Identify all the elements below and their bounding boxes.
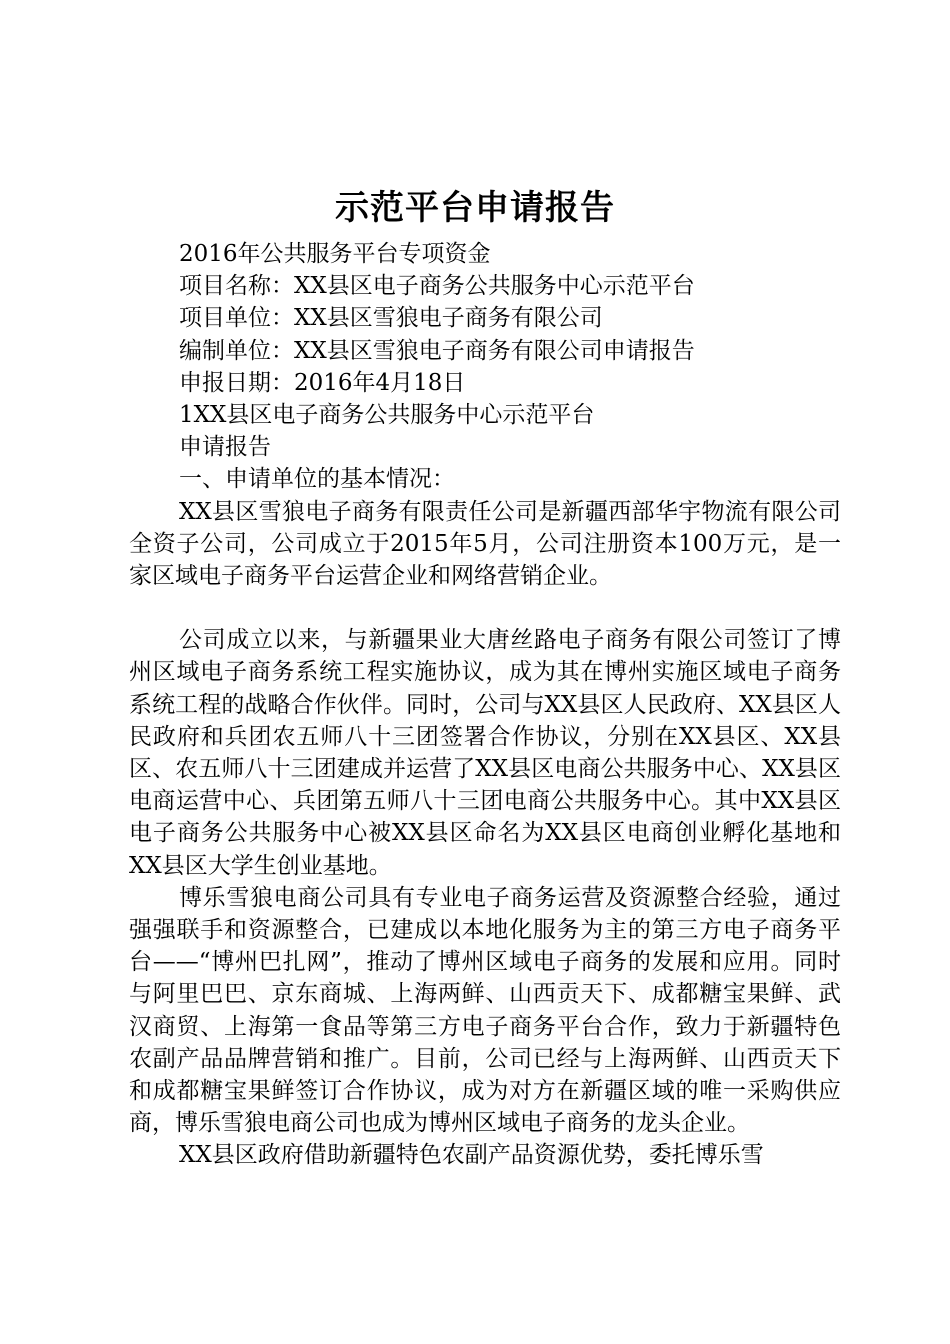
compiling-unit-line: 编制单位：XX县区雪狼电子商务有限公司申请报告 bbox=[179, 337, 695, 364]
paragraph-platform: 博乐雪狼电商公司具有专业电子商务运营及资源整合经验，通过强强联手和资源整合，已建成以本地化服务为主的第三方电子商务平台——“博州巴扎网”，推动了博州区域电子商务的发展和应用。同时与阿里巴巴、京东商城、上海两鲜、山西贡天下、成都糖宝果鲜、武汉商贸、上海第一食品等第三方电子商务平台合作，致力于新疆特色农副产品品牌营销和推广。目前，公司已经与上海两鲜、山西贡天下和成都糖宝果鲜签订合作协议，成为对方在新疆区域的唯一采购供应商，博乐雪狼电商公司也成为博州区域电子商务的龙头企业。 bbox=[129, 884, 841, 1137]
platform-name-line: 1XX县区电子商务公共服务中心示范平台 bbox=[179, 402, 595, 429]
funding-line: 2016年公共服务平台专项资金 bbox=[179, 241, 491, 267]
report-label-line: 申请报告 bbox=[179, 434, 271, 461]
paragraph-government: XX县区政府借助新疆特色农副产品资源优势，委托博乐雪 bbox=[179, 1142, 764, 1169]
paragraph-company-overview: XX县区雪狼电子商务有限责任公司是新疆西部华宇物流有限公司全资子公司，公司成立于2015年5月，公司注册资本100万元，是一家区域电子商务平台运营企业和网络营销企业。 bbox=[129, 498, 841, 590]
document-title: 示范平台申请报告 bbox=[335, 188, 615, 228]
report-date-line: 申报日期：2016年4月18日 bbox=[179, 369, 466, 396]
project-unit-line: 项目单位：XX县区雪狼电子商务有限公司 bbox=[179, 305, 603, 332]
project-name-line: 项目名称：XX县区电子商务公共服务中心示范平台 bbox=[179, 273, 695, 300]
paragraph-partnerships: 公司成立以来，与新疆果业大唐丝路电子商务有限公司签订了博州区域电子商务系统工程实施协议，成为其在博州实施区域电子商务系统工程的战略合作伙伴。同时，公司与XX县区人民政府、XX县区人民政府和兵团农五师八十三团签署合作协议，分别在XX县区、XX县区、农五师八十三团建成并运营了XX县区电商公共服务中心、XX县区电商运营中心、兵团第五师八十三团电商公共服务中心。其中XX县区电子商务公共服务中心被XX县区命名为XX县区电商创业孵化基地和XX县区大学生创业基地。 bbox=[129, 627, 841, 879]
document-body bbox=[129, 238, 841, 1172]
section-heading: 一、申请单位的基本情况： bbox=[179, 466, 455, 493]
